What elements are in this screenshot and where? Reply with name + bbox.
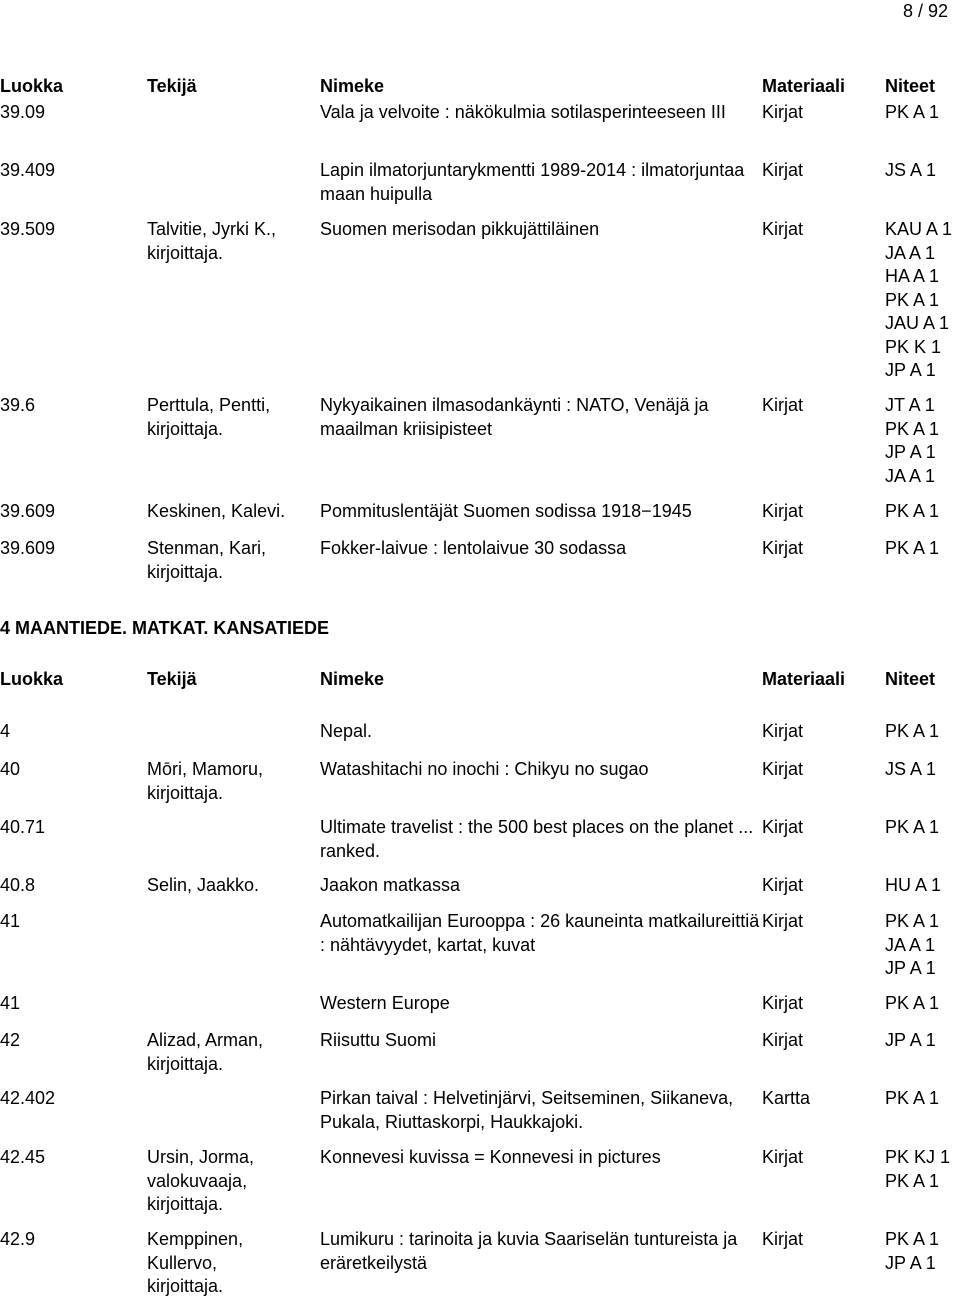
cell-luokka: 4 — [0, 721, 11, 741]
cell-luokka: 39.409 — [0, 160, 56, 180]
cell-materiaali: Kirjat — [762, 817, 804, 837]
cell-materiaali: Kirjat — [762, 219, 804, 239]
cell-tekija — [147, 537, 312, 584]
cell-luokka: 41 — [0, 993, 21, 1013]
cell-nimeke: Suomen merisodan pikkujättiläinen — [320, 219, 600, 239]
header-nimeke: Nimeke — [320, 669, 385, 689]
nide-line: PK A 1 — [885, 911, 940, 931]
tekija-line: Stenman, Kari, — [147, 538, 267, 558]
cell-materiaali: Kirjat — [762, 911, 804, 931]
cell-nimeke: Lapin ilmatorjuntarykmentti 1989-2014 : ilmatorjuntaa maan huipulla — [320, 160, 745, 204]
tekija-line: Perttula, Pentti, — [147, 395, 271, 415]
header-luokka: Luokka — [0, 76, 64, 96]
cell-tekija — [147, 1228, 312, 1299]
tekija-line: kirjoittaja. — [147, 1194, 224, 1214]
nide-line: PK A 1 — [885, 418, 940, 439]
cell-tekija — [147, 1146, 312, 1217]
nide-line: JA A 1 — [885, 934, 936, 955]
nide-line: PK A 1 — [885, 817, 940, 837]
nide-line: KAU A 1 — [885, 219, 953, 239]
cell-tekija — [147, 500, 312, 524]
cell-luokka: 39.609 — [0, 538, 56, 558]
cell-nimeke: Western Europe — [320, 993, 450, 1013]
tekija-line: kirjoittaja. — [147, 1053, 224, 1074]
header-materiaali: Materiaali — [762, 669, 846, 689]
nide-line: JS A 1 — [885, 759, 937, 779]
nide-line: PK A 1 — [885, 721, 940, 741]
cell-tekija — [147, 1029, 312, 1076]
header-niteet: Niteet — [885, 76, 936, 96]
cell-luokka: 39.6 — [0, 395, 36, 415]
cell-luokka: 39.509 — [0, 219, 56, 239]
cell-materiaali: Kirjat — [762, 395, 804, 415]
cell-niteet — [885, 394, 960, 488]
cell-luokka: 40.71 — [0, 817, 46, 837]
nide-line: PK K 1 — [885, 336, 942, 357]
cell-niteet — [885, 159, 960, 183]
cell-nimeke: Automatkailijan Eurooppa : 26 kauneinta matkailureittiä : nähtävyydet, kartat, kuvat — [320, 911, 760, 955]
cell-nimeke: Pirkan taival : Helvetinjärvi, Seitseminen, Siikaneva, Pukala, Riuttaskorpi, Haukkajoki. — [320, 1088, 734, 1132]
tekija-line: Kemppinen, — [147, 1229, 244, 1249]
page-number: 8 / 92 — [902, 1, 948, 21]
tekija-line: kirjoittaja. — [147, 242, 224, 263]
cell-materiaali: Kirjat — [762, 102, 804, 122]
cell-niteet — [885, 218, 960, 383]
cell-nimeke: Nykyaikainen ilmasodankäynti : NATO, Venäjä ja maailman kriisipisteet — [320, 395, 709, 439]
nide-line: HA A 1 — [885, 266, 940, 286]
cell-niteet — [885, 500, 960, 524]
cell-materiaali: Kirjat — [762, 160, 804, 180]
cell-niteet — [885, 874, 960, 898]
cell-tekija — [147, 218, 312, 265]
cell-nimeke: Pommituslentäjät Suomen sodissa 1918−1945 — [320, 501, 692, 521]
cell-materiaali: Kirjat — [762, 875, 804, 895]
table-header — [0, 75, 960, 99]
tekija-line: Keskinen, Kalevi. — [147, 501, 286, 521]
cell-luokka: 40.8 — [0, 875, 36, 895]
cell-niteet — [885, 816, 960, 840]
nide-line: PK A 1 — [885, 1229, 940, 1249]
nide-line: JP A 1 — [885, 1030, 936, 1050]
nide-line: JA A 1 — [885, 465, 936, 486]
tekija-line: kirjoittaja. — [147, 418, 224, 439]
nide-line: JP A 1 — [885, 442, 936, 462]
cell-materiaali: Kirjat — [762, 721, 804, 741]
tekija-line: Talvitie, Jyrki K., — [147, 219, 277, 239]
nide-line: JP A 1 — [885, 958, 936, 978]
cell-tekija — [147, 394, 312, 441]
cell-nimeke: Vala ja velvoite : näkökulmia sotilasperinteeseen III — [320, 102, 726, 122]
cell-luokka: 42.45 — [0, 1147, 46, 1167]
header-tekija: Tekijä — [147, 669, 197, 689]
tekija-line: valokuvaaja, — [147, 1170, 248, 1191]
cell-nimeke: Lumikuru : tarinoita ja kuvia Saariselän tuntureista ja eräretkeilystä — [320, 1229, 738, 1273]
nide-line: PK A 1 — [885, 289, 940, 310]
nide-line: JP A 1 — [885, 1252, 936, 1273]
cell-niteet — [885, 720, 960, 744]
cell-nimeke: Konnevesi kuvissa = Konnevesi in pictures — [320, 1147, 661, 1167]
nide-line: HU A 1 — [885, 875, 942, 895]
nide-line: JS A 1 — [885, 160, 937, 180]
cell-nimeke: Ultimate travelist : the 500 best places on the planet ... ranked. — [320, 817, 754, 861]
tekija-line: kirjoittaja. — [147, 561, 224, 582]
cell-materiaali: Kirjat — [762, 1030, 804, 1050]
cell-niteet — [885, 1029, 960, 1053]
cell-luokka: 39.609 — [0, 501, 56, 521]
cell-niteet — [885, 910, 960, 981]
header-luokka: Luokka — [0, 669, 64, 689]
cell-niteet — [885, 1146, 960, 1193]
tekija-line: Kullervo, — [147, 1252, 218, 1273]
nide-line: PK A 1 — [885, 1088, 940, 1108]
table-header-2 — [0, 668, 960, 692]
cell-materiaali: Kirjat — [762, 759, 804, 779]
cell-niteet — [885, 101, 960, 125]
cell-materiaali: Kirjat — [762, 501, 804, 521]
cell-niteet — [885, 537, 960, 561]
cell-niteet — [885, 1228, 960, 1275]
nide-line: PK A 1 — [885, 501, 940, 521]
nide-line: PK A 1 — [885, 102, 940, 122]
nide-line: PK KJ 1 — [885, 1147, 951, 1167]
nide-line: PK A 1 — [885, 1170, 940, 1191]
nide-line: PK A 1 — [885, 538, 940, 558]
header-niteet: Niteet — [885, 669, 936, 689]
cell-nimeke: Watashitachi no inochi : Chikyu no sugao — [320, 759, 649, 779]
cell-luokka: 42 — [0, 1030, 21, 1050]
cell-nimeke: Jaakon matkassa — [320, 875, 461, 895]
cell-niteet — [885, 992, 960, 1016]
tekija-line: Ursin, Jorma, — [147, 1147, 255, 1167]
cell-luokka: 42.9 — [0, 1229, 36, 1249]
cell-materiaali: Kirjat — [762, 538, 804, 558]
cell-niteet — [885, 758, 960, 782]
cell-tekija — [147, 758, 312, 805]
cell-luokka: 41 — [0, 911, 21, 931]
cell-materiaali: Kirjat — [762, 993, 804, 1013]
nide-line: PK A 1 — [885, 993, 940, 1013]
nide-line: JP A 1 — [885, 360, 936, 380]
cell-nimeke: Riisuttu Suomi — [320, 1030, 437, 1050]
cell-materiaali: Kartta — [762, 1088, 811, 1108]
cell-tekija — [147, 874, 312, 898]
cell-luokka: 39.09 — [0, 102, 46, 122]
nide-line: JA A 1 — [885, 242, 936, 263]
section-title: 4 MAANTIEDE. MATKAT. KANSATIEDE — [0, 618, 330, 638]
tekija-line: Selin, Jaakko. — [147, 875, 260, 895]
header-materiaali: Materiaali — [762, 76, 846, 96]
tekija-line: kirjoittaja. — [147, 1276, 224, 1296]
cell-nimeke: Nepal. — [320, 721, 373, 741]
cell-materiaali: Kirjat — [762, 1229, 804, 1249]
header-tekija: Tekijä — [147, 76, 197, 96]
cell-niteet — [885, 1087, 960, 1111]
tekija-line: Alizad, Arman, — [147, 1030, 264, 1050]
cell-nimeke: Fokker-laivue : lentolaivue 30 sodassa — [320, 538, 627, 558]
tekija-line: Mōri, Mamoru, — [147, 759, 264, 779]
cell-materiaali: Kirjat — [762, 1147, 804, 1167]
cell-luokka: 40 — [0, 759, 21, 779]
cell-luokka: 42.402 — [0, 1088, 56, 1108]
nide-line: JT A 1 — [885, 395, 935, 415]
nide-line: JAU A 1 — [885, 313, 950, 333]
header-nimeke: Nimeke — [320, 76, 385, 96]
tekija-line: kirjoittaja. — [147, 782, 224, 803]
